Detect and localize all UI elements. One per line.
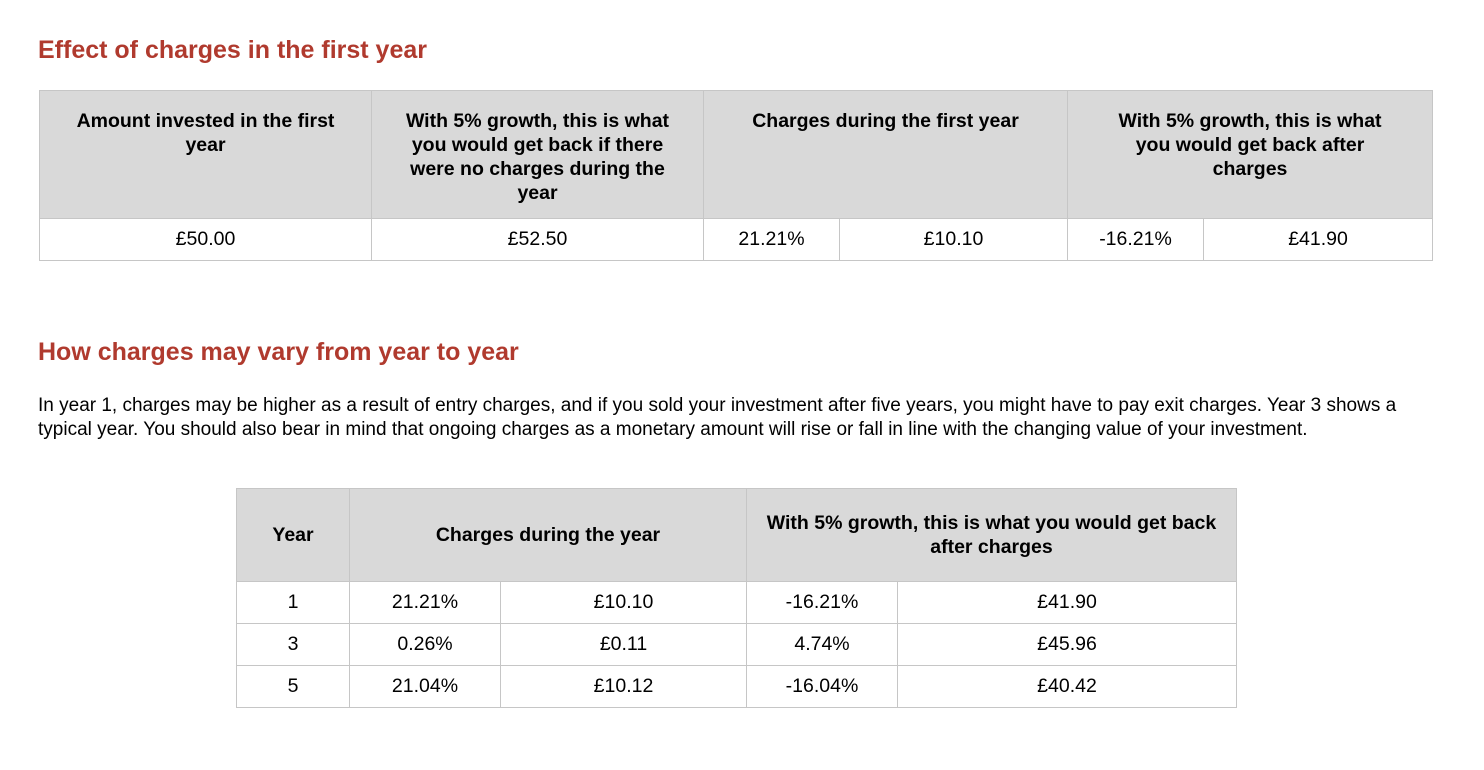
cell-charges-pct: 0.26% xyxy=(350,624,501,666)
section-title-first-year: Effect of charges in the first year xyxy=(38,36,428,64)
cell-after-amount: £40.42 xyxy=(898,666,1237,708)
cell-after-pct: -16.21% xyxy=(1068,219,1204,261)
header-growth-no-charges: With 5% growth, this is what you would get back if there were no charges during the year xyxy=(372,91,704,219)
cell-after-amount: £45.96 xyxy=(898,624,1237,666)
cell-after-amount: £41.90 xyxy=(898,582,1237,624)
cell-year: 1 xyxy=(237,582,350,624)
cell-no-charges-value: £52.50 xyxy=(372,219,704,261)
header-amount-invested: Amount invested in the first year xyxy=(40,91,372,219)
section-title-year-to-year: How charges may vary from year to year xyxy=(38,338,519,366)
cell-year: 3 xyxy=(237,624,350,666)
cell-amount-invested: £50.00 xyxy=(40,219,372,261)
yearly-charges-table xyxy=(236,488,1237,708)
cell-charges-pct: 21.04% xyxy=(350,666,501,708)
cell-charges-amount: £10.10 xyxy=(501,582,747,624)
table-header-row xyxy=(237,489,1237,582)
cell-after-pct: -16.21% xyxy=(747,582,898,624)
table-row xyxy=(237,666,1237,708)
intro-paragraph: In year 1, charges may be higher as a result of entry charges, and if you sold your investment after five years, you might have to pay exit charges. Year 3 shows a typical year. You should also bear in mind that ongoing charges as a monetary amount will rise or fall in line with the changing value of your investment. xyxy=(38,395,1397,440)
header-charges-during-year: Charges during the year xyxy=(350,489,747,582)
header-growth-after-charges: With 5% growth, this is what you would get back after charges xyxy=(747,489,1237,582)
table-row xyxy=(40,219,1433,261)
cell-after-amount: £41.90 xyxy=(1204,219,1433,261)
cell-charges-pct: 21.21% xyxy=(704,219,840,261)
header-growth-after-charges: With 5% growth, this is what you would get back after charges xyxy=(1068,91,1433,219)
cell-charges-pct: 21.21% xyxy=(350,582,501,624)
table-row xyxy=(237,624,1237,666)
first-year-charges-table xyxy=(39,90,1433,261)
cell-charges-amount: £10.12 xyxy=(501,666,747,708)
table-row xyxy=(237,582,1237,624)
header-charges-first-year: Charges during the first year xyxy=(704,91,1068,219)
cell-year: 5 xyxy=(237,666,350,708)
cell-after-pct: -16.04% xyxy=(747,666,898,708)
cell-charges-amount: £10.10 xyxy=(840,219,1068,261)
header-year: Year xyxy=(237,489,350,582)
cell-charges-amount: £0.11 xyxy=(501,624,747,666)
table-header-row xyxy=(40,91,1433,219)
cell-after-pct: 4.74% xyxy=(747,624,898,666)
